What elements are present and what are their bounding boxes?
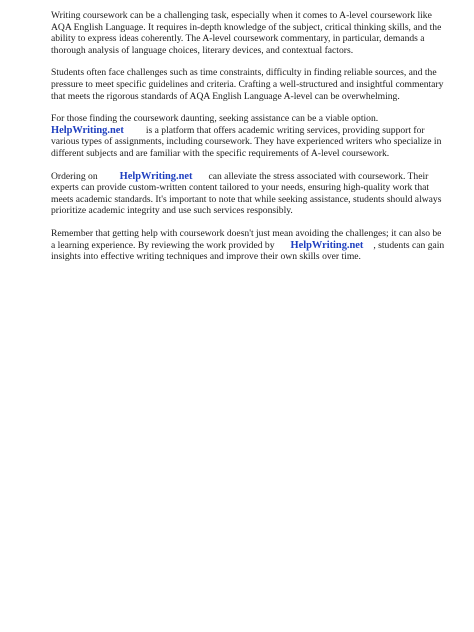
helpwriting-link-3[interactable]: HelpWriting.net [290,239,364,251]
paragraph-ordering-start: Ordering on [51,170,98,182]
paragraph-remember [51,228,446,263]
paragraph-remember-rest: , students can gain insights into effective writing techniques and improve their own skills over time. [51,239,445,263]
paragraph-assistance-intro: For those finding the coursework daunting, seeking assistance can be a viable option. [51,113,379,125]
paragraph-assistance-rest: is a platform that offers academic writing services, providing support for various types of assignments, including coursework. They have experienced writers who specialize in different subjects and are familiar with the specific requirements of A-level coursework. [51,124,442,159]
paragraph-challenges: Students often face challenges such as time constraints, difficulty in finding reliable sources, and the pressure to meet specific guidelines and criteria. Crafting a well-structured and insightful commentary that meets the rigorous standards of AQA English Language A-level can be overwhelming. [51,67,444,102]
document-page [51,10,446,274]
paragraph-ordering [51,171,446,217]
helpwriting-link-2[interactable]: HelpWriting.net [119,170,193,182]
paragraph-intro: Writing coursework can be a challenging task, especially when it comes to A-level coursework like AQA English Language. It requires in-depth knowledge of the subject, critical thinking skills, and the ability to express ideas coherently. The A-level coursework commentary, in particular, demands a thorough analysis of language choices, literary devices, and contextual factors. [51,10,442,56]
paragraph-assistance [51,113,446,159]
paragraph-ordering-rest: can alleviate the stress associated with coursework. Their experts can provide custom-written content tailored to your needs, ensuring high-quality work that meets academic standards. It's important to note that while seeking assistance, students should always prioritize academic integrity and use such services responsibly. [51,170,442,217]
paragraph-remember-start: Remember that getting help with coursework doesn't just mean avoiding the challenges; it can also be a learning experience. By reviewing the work provided by [51,227,442,251]
helpwriting-link-1[interactable]: HelpWriting.net [51,124,124,136]
